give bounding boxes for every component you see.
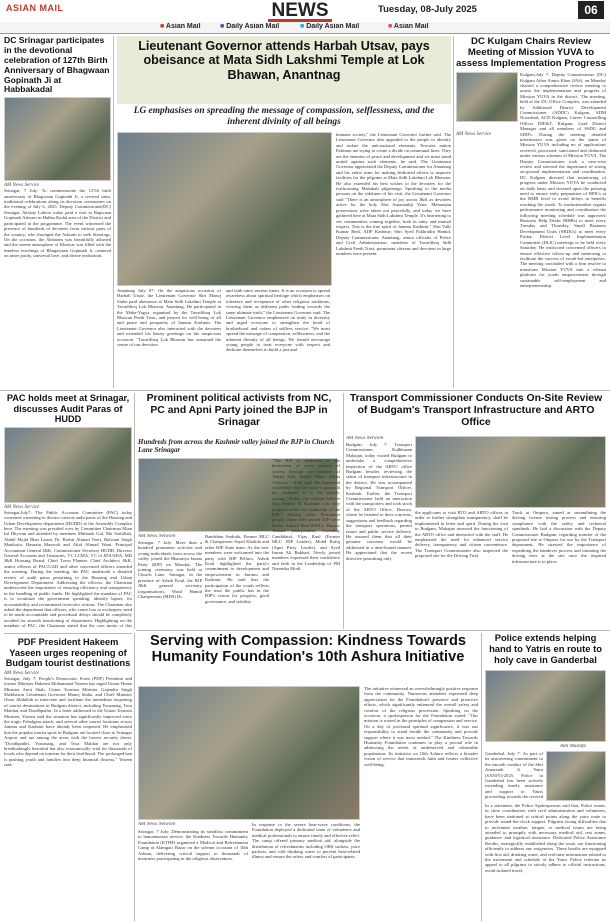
social-label: Daily Asian Mail <box>306 23 360 30</box>
police-inset-photo <box>546 751 606 801</box>
transport-headline: Transport Commissioner Conducts On-Site Review of Budgam's Transport Infrastructure and ARTO Office <box>349 393 603 428</box>
dc-srinagar-story <box>4 36 111 388</box>
masthead-section-box <box>268 0 332 22</box>
dc-kulgam-body: Kulgam,July 7: Deputy Commissioner (DC) Kulgam Athar Aamir Khan (IAS), on Monday chaired a comprehensive review meeting to assess the implementation and progress of Mission YUVA in the district. The meeting, held at the DC Office Complex, was attended by Additional District Development Commissioner (ADDC) Kulgam, SDM Noorabad, ACD Kulgam, Career Counselling Officer DIE&T, Kulgam, Lead District Manager and all members of SSDU and SDIFs. During the meeting detailed information was given on the status of Mission YUVA including no of applications received, processed, sanctioned and disbursed under various schemes of Mission YUVA. The Deputy Commissioner took a case-wise review and stressed the importance of strong on-ground implementation and coordination. DC Kulgam directed that monitoring of progress under Mission YUVA be conducted on daily basis and stressed upon the pressing need to ensure early preparation of BPICs at the BMB level to avoid delays in benefits reaching the youth. To institutionalize regular performance monitoring and coordination the following meeting schedule was approved: Business Help Desks (BHBs) to meet every Tuesday and Thursday. Small Business Development Units (SBDUs) to meet every Friday. District Level Implementation Committee (DLIC) meetings to be held every Saturday. He instructed concerned officers to ensure effective follow-up and mentoring to facilitate the success of youth-led enterprises. The meeting concluded with a firm resolve to transform Mission YUVA into a vibrant platform for youth empowerment through sustainable self-employment and entrepreneurship. <box>520 72 606 288</box>
transport-photo <box>415 436 606 508</box>
transport-col1: Budgam, July 7: Transport Commissioner, Kulbhusan Mahajan, today visited Budgam to undertake a comprehensive inspection of the ARTO office Budgam besides reviewing the status of transport infrastructure in the district. He was accompanied by Regional Transport Officer, Kashmir. Earlier, the Transport Commissioner held an interaction with the transporters and took stock of the ARTO Office, Beerwa, where he listened to their concerns, suggestions and feedback regarding the transport operations, permit issues and public service delivery. He assured them that all their genuine concerns would be addressed in a time-bound manner. He appreciated that the recent directive permitting only <box>346 442 412 561</box>
masthead-section: NEWS <box>271 0 329 21</box>
square-icon: ■ <box>300 23 305 30</box>
section-divider <box>136 630 610 631</box>
lg-headline-box <box>117 36 451 104</box>
column-divider <box>453 36 454 388</box>
pac-story <box>4 393 132 629</box>
muharram-col1: Srinagar, 7 July: Demonstrating its steadfast commitment to humanitarian service, the Kindness Towards Humanity Foundation (KTHF) organized a Medical and Refreshment Camp at Alamgari Bazar on the solemn occasion of 10th Ashura, delivering critical support to thousands of mourners participating in the religious observances. <box>138 829 248 862</box>
pdf-headline: PDF President Hakeem Yaseen urges reopening of Budgam tourist destinations <box>5 637 131 669</box>
byline: AM News Service <box>4 504 40 510</box>
lg-col1: Anantnag July 07: On the auspicious occasion of Harbah Utsav, the Lieutenant Governor Shri Manoj Sinha paid obeisance at Mata Sidh Lakshmi Temple at Tavarliboq Lok Bhawan, Anantnag. He participated in the Maha-Yagya organised by the Tavarliboq Lok Bhawan Peeth Trust, and prayed for well-being of all and peace and prosperity of Jammu Kashmir. The Lieutenant Governor also interacted with the devotees and extended his hearty greetings on the auspicious occasion. "Tavarliboq Lok Bhawan has remained the centre of our devotion <box>117 288 221 348</box>
social-item-2[interactable] <box>220 23 279 30</box>
byline: AM News Service <box>456 132 492 137</box>
column-divider <box>481 633 482 921</box>
muharram-headline: Serving with Compassion: Kindness Towards Humanity Foundation's 10th Ashura Initiative <box>150 633 466 666</box>
transport-col3: Track at Ompora, aimed at streamlining the driving license testing process and ensuring compliance with the safety and technical standards. He laid a discussion with the Deputy Commissioner Budgam, regarding transfer of the proposed site at Ompora for use by the Transport department. He stressed the importance of expediting the handover process and initiating the driving tests at the site once the required infrastructure is in place. <box>512 510 606 564</box>
lg-photo <box>117 132 332 286</box>
square-icon: ■ <box>220 23 225 30</box>
lg-col3: humane society," the Lieutenant Governor further said. The Lieutenant Governor also appealed to the people to identify and isolate the anti-national elements. Terrorist nation Pakistan are trying to create a divide on communal lines. They are the enemies of peace and development and we must stand united against such elements, he said. The Lieutenant Governor appreciated the Deputy Commissioner for Anantnag and his entire team for making dedicated efforts to improve facilities for the pilgrims at Mata Sidh Lakshmi Lok Bhawan. He also extended his best wishes to the devotees for the forthcoming Mahakali pilgrimage. Speaking to the media persons on the sidelines of his visit, the Lieutenant Governor said "There is an atmosphere of joy across J&K as devotees arrive for the holy Shri Amarnathji Yatra. Maharajan possessions were taken out peacefully, and today we have gathered here at Mata Sidh Lakshmi Temple. It's heartening to see communities coming together, both in unity and mutual respect. This is the true spirit of Jammu Kashmir." Shri Vallr Kumar Bedi, ADP Kashmir; Shri Syed Fakhrudin Hamid, Deputy Commissioner, Anantnag; senior officials of Police and Civil Administration, members of Tavarliboq Sidh Lakshmi Peeth Trust, prominent citizens and devotees in large numbers were present. <box>336 132 451 256</box>
section-divider <box>4 633 132 634</box>
social-item-1[interactable] <box>160 23 201 30</box>
pdf-story <box>4 633 132 921</box>
dc-srinagar-photo <box>4 97 111 181</box>
masthead-date: Tuesday, 08-July 2025 <box>378 4 477 15</box>
dc-srinagar-body: Srinagar, 7 July: To commemorate the 127th birth anniversary of Bhagwaan Gopinath Ji, a revered saint, traditional celebrations along its devotion ceremonies on the evening of July 6, 2025. Deputy Commissioner(DC) Srinagar, Akshay Labroo today paid a visit to Bagwaan Gopinath Ashram in Habba Kadal area of the District and participated in the programme. The event witnessed the presence of hundreds of devotees from various parts of the country, who thronged the Ashram to seek blessings. On the occasion, the Akshram was beautifully adorned and the serene atmosphere of Kharyar was filled with the timeless teachings of Bhagawaan Gopinath Ji, centered on inner purity, universal love, and divine realization. <box>4 188 111 259</box>
square-icon: ■ <box>160 23 165 30</box>
pac-body: Srinagar,July7: The Public Accounts Committee (PAC) today convened a meeting to discuss various audit paras of the Housing and Urban Development department (HUDD) at the Assembly Complex here. The meeting was presided over by Committee Chairman Mian Inl Dhywan and attended by members Mubarak Gul, Mir Saifullah, Abdul Majid Bhat Larmi, Dr. Bashir Ahmad Veeri, Balwant Singh Mankotia, Hasnain Masoodi and Altaf Ahmad Wani. Principal Accountant General J&K, Commissioner Secretary HUDD, Director General Accounts and Treasuries, VC LCMA, VC of JDA/SDA, MD J&K Housing Board, Chief Town Planner, Chief Architect J&K, senior officers of PAC/GAD and other concerned officers attended the meeting. During the meeting, the PAC undertook a detailed review of audit paras pertaining to the Housing and Urban Development Department. Addressing the officers, the Chairman underscored the importance of ensuring efficiency and transparency in the handling of public funds. He highlighted the mandate of PAC is to scrutinize the government spending, identify lapses, fix accountability and recommend corrective actions. The Chairman also asked the department that officers, who cause loss to exchequer, need to be made accountable and procedural delays should be completely avoided for smooth functioning of department. Highlighting on the mandate of PAC, the Chairman stated that the core motto of this <box>4 509 132 629</box>
dc-kulgam-photo <box>456 72 518 122</box>
dc-kulgam-headline: DC Kulgam Chairs Review Meeting of Mission YUVA to assess Implementation Progress <box>456 36 606 70</box>
byline: AM News Network <box>346 436 384 441</box>
pac-photo <box>4 427 132 503</box>
police-col2: In a statement, the Police Spokesperson said that, Police teams, in close coordination with civil administration and volunteers, have been stationed at critical points along the yatra route to provide round-the-clock support. Pilgrims facing difficulties due to inclement weather, fatigue, or medical issues are being attended to promptly with necessary medical aid, rest zones, guidance, and logistical assistance. Dedicated Police Assistance Booths, strategically established along the route, are functioning efficiently to address any exigencies. These booths are equipped with first aid, drinking water, and real-time information related to the movement and schedule of the Yatra. Police reiterate its appeal to all pilgrims to strictly adhere to official instructions, avoid isolated travel, <box>485 803 606 873</box>
pdf-body: Srinagar, July 7: People's Democratic Front (PDF) President and former Minister Hakeem Mohammad Yaseen has urged Union Home Minister Amit Shah, Union Tourism Minister Gajendra Singh Shekhawat Lieutenant Governor Manoj Sinha, and Chief Minister Omar Abdullah to intervene and facilitate the immediate reopening of tourist destinations in Budgam district, including Yousmarg, Tosa Maidan, and Doodhpathri. In a letter addressed to the Union Tourism Minister, Yaseen said the situation has significantly improved since the tragic Pahalgam attack, and several other tourist locations across Jammu and Kashmir have already been reopened. He emphasised that the popular tourist spots in Budgam are located close to Srinagar Airport and are among the areas with the lowest security threat. "Doodhpathri, Yousmarg, and Tosa Maidan are not only breathtakingly beautiful but also economically vital for thousands of locals who depend on tourism for their livelihood. The prolonged ban is pushing youth and families into deep financial distress," Yaseen said. <box>4 675 132 768</box>
nc-col1: Srinagar, 7 July: More than a hundred prominent activists and young individuals from across the valley joined the Bharatiya Janata Party (BJP) on Monday. The joining ceremony was held at Church Lane, Srinagar, in the presence of Ashok Koul, the BJP J&K general secretary (organisation), Wasif Hamid Chairpersom (MDS) Dr. <box>138 540 202 600</box>
muharram-photo <box>138 686 360 820</box>
social-item-4[interactable] <box>388 23 429 30</box>
column-divider <box>134 393 135 629</box>
byline: AM News Service <box>4 670 40 676</box>
social-label: Asian Mail <box>393 23 429 30</box>
nc-col2: Bandehan Andrabi, Former MLC & Chairperson Sayid Khalida and other BJP State team. As the new members were welcomed into the party with BJP Pellucs, Ashok Koul highlighted the party's commitment to development and empowerment in Jammu and Kashmir. He said that the participation of the youth reflects the trust the public has in the BJP's vision for progress, good governance, and stability. <box>205 534 269 604</box>
masthead-logo: ASIAN MAIL <box>6 3 64 13</box>
page-number: 06 <box>578 1 604 19</box>
byline: Adil Mustafa <box>560 744 586 749</box>
column-divider <box>134 633 135 921</box>
muharram-col3: The initiative witnessed an overwhelmingly positive response from the community. Numerous attendees expressed deep appreciation for the Foundation's presence and proactive efforts, which significantly enhanced the overall safety and comfort of the religious procession. Speaking on the occasion, a spokesperson for the Foundation stated: "Our mission is rooted in the principles of compassion and service. On a day of profound spiritual significance, it was our responsibility to stand beside the community and provide support where it was most needed." The Kindness Towards Humanity Foundation continues to play a pivotal role in addressing the needs of underserved and vulnerable populations. Its initiative on 10th Ashura reflects a broader vision of service that transcends faith and fosters collective well-being. <box>364 686 478 767</box>
lg-col2: and faith since ancient times. It is an occasion to spread awareness about spiritual heritage which emphasises on tolerance and acceptance of other religious traditions, viewing them as different paths leading towards the same ultimate truth," the Lieutenant Governor said. The Lieutenant Governor emphasised on unity in diversity and urged everyone to strengthen the bond of brotherhood and values of selfless service. "We must spread the message of compassion, selflessness, and the inherent divinity of all beings. We should encourage young people to treat everyone with respect and dedicate themselves to build a just and <box>226 288 330 353</box>
social-strip <box>0 22 610 34</box>
byline: AM News Service <box>4 183 40 189</box>
masthead <box>0 0 610 22</box>
column-divider <box>343 393 344 629</box>
lg-headline: Lieutenant Governor attends Harbah Utsav, pays obeisance at Mata Sidh Lakshmi Temple at Lok Bhawan, Anantnag <box>138 39 430 82</box>
byline: AM News Network <box>138 534 176 539</box>
social-label: Daily Asian Mail <box>226 23 280 30</box>
nc-subhead: Hundreds from across the Kashmir valley joined the BJP in Church Lane Srinagar <box>138 438 335 454</box>
police-photo <box>485 670 606 742</box>
square-icon: ■ <box>388 23 393 30</box>
social-label: Asian Mail <box>165 23 201 30</box>
dc-srinagar-headline: DC Srinagar participates in the devotional celebration of 127th Birth Anniversary of Bhagwaan Gopinath Ji at Habbakadal <box>4 36 110 95</box>
police-headline: Police extends helping hand to Yatris en route to holy cave in Ganderbal <box>489 633 602 665</box>
section-divider <box>0 390 610 391</box>
social-item-3[interactable] <box>300 23 359 30</box>
column-divider <box>113 36 114 388</box>
police-col1: Ganderbal, July 7: As part of its unwavering commitment to the smooth conduct of the Shri Amarnath Ji Yatra (SANJY)-2025, Police in Ganderbal has been actively extending timely assistance and support to Yatris proceeding towards the revered <box>485 751 543 800</box>
muharram-col2: In response to the severe heat-wave conditions, the Foundation deployed a dedicated team of volunteers and medical professionals to ensure timely and effective relief. The camp offered primary medical aid, alongside the distribution of refreshments including ORS sachets, juice packets, and cold drinking water to prevent heat-related illness and ensure the safety and comfort of participants. <box>252 822 360 860</box>
nc-col3: "The BJP is dedicated to the betterment of every section of society through our promise of 'Sabka Sath, Sabka Vikas, Sabka Vishwas'," Koul said. He expressed confidence that the party's approach has endeared it to the people, stating, "Today, the citizens believe that Jammu & Kashmir can only progress under the leadership of the BJP." Among other Prominent people, those who joined BJP were Bashir Ahmad Bhat (DDC), Mansor Ahmad (Independent Assembly Candidate), Vijay Kaul (Former MLC JDP Leader), Mohd Rafiq (Apni Party Leader), and Syed Imran Ali Bukhari. Newly joined members expressed their confidence and faith in the Leadership of PM Narendra Modi. <box>272 458 340 572</box>
dc-kulgam-story <box>456 36 606 388</box>
lg-subhead: LG emphasises on spreading the message of compassion, selflessness, and the inherent divinity of all beings <box>133 106 435 127</box>
byline: AM News Network <box>138 822 176 827</box>
transport-col2: the applicants to visit RTO and ARTO offices in order to further strengthen transparency, shall be implemented in letter and spirit. During his visit to Budgam, Mahajan assessed the functioning of the ARTO office and interacted with the staff. He emphasised the need for enhanced service delivery, transparency and citizen convenience. The Transport Commissioner also inspected the proposed site for the Driving Trial <box>415 510 508 559</box>
nc-headline: Prominent political activists from NC, PC and Apni Party joined the BJP in Srinagar <box>146 393 332 428</box>
pac-headline: PAC holds meet at Srinagar, discusses Audit Paras of HUDD <box>6 393 130 425</box>
